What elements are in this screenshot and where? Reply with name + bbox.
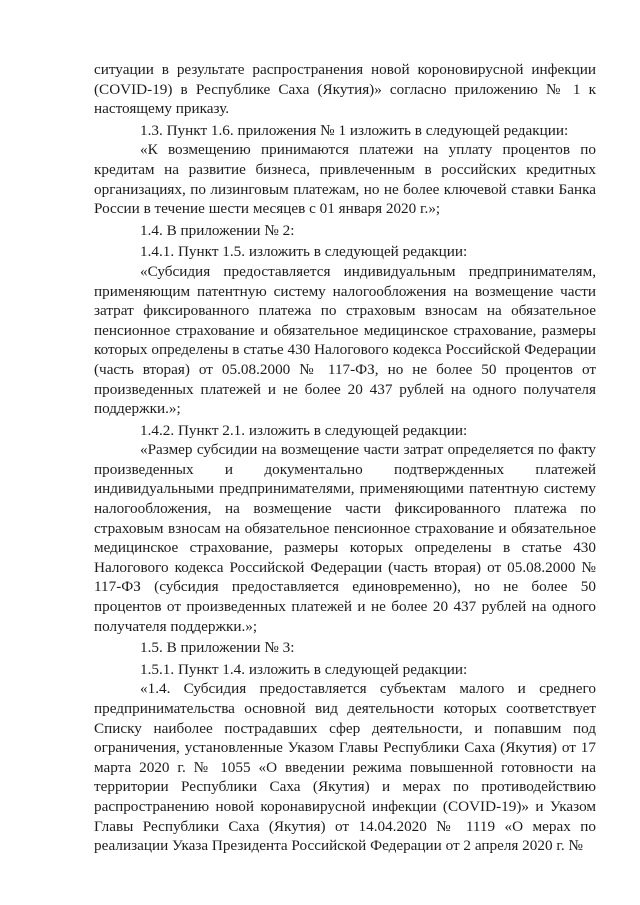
paragraph-quote-1-4: «1.4. Субсидия предоставляется субъектам малого и среднего предпринимательства основной вид деятельности которых соответствует Списку наиболее пострадавших сфер деятельности, и попавшим под ограничения, установленные Указом Главы Республики Саха (Якутия) от 17 марта 2020 г. № 1055 «О введении режима повышенной готовности на территории Республики Саха (Якутия) и мерах по противодействию распространению новой коронавирусной инфекции (COVID-19)» и Указом Главы Республики Саха (Якутия) от 14.04.2020 № 1119 «О мерах по реализации Указа Президента Российской Федерации от 2 апреля 2020 г. № — [94, 680, 596, 855]
document-page — [94, 60, 596, 856]
paragraph-item-1-4: 1.4. В приложении № 2: — [140, 221, 295, 239]
paragraph-item-1-5: 1.5. В приложении № 3: — [140, 639, 295, 657]
paragraph-item-1-4-2: 1.4.2. Пункт 2.1. изложить в следующей редакции: — [140, 421, 468, 439]
paragraph-item-1-3: 1.3. Пункт 1.6. приложения № 1 изложить в следующей редакции: — [140, 121, 569, 139]
paragraph-item-1-5-1: 1.5.1. Пункт 1.4. изложить в следующей редакции: — [140, 660, 468, 678]
paragraph-quote-1-6: «К возмещению принимаются платежи на уплату процентов по кредитам на развитие бизнеса, привлеченным в российских кредитных организациях, по лизинговым платежам, но не более ключевой ставки Банка России в течение шести месяцев с 01 января 2020 г.»; — [94, 141, 596, 218]
paragraph-quote-2-1: «Размер субсидии на возмещение части затрат определяется по факту произведенных и документально подтвержденных платежей индивидуальными предпринимателями, применяющими патентную систему налогообложения, на возмещение части фиксированного платежа по страховым взносам на обязательное пенсионное страхование и обязательное медицинское страхование, размеры которых определены в статье 430 Налогового кодекса Российской Федерации (часть вторая) от 05.08.2000 № 117-ФЗ (субсидия предоставляется единовременно), но не более 50 процентов от произведенных платежей и не более 20 437 рублей на одного получателя поддержки.»; — [94, 441, 596, 635]
paragraph-item-1-4-1: 1.4.1. Пункт 1.5. изложить в следующей редакции: — [140, 243, 468, 261]
paragraph-continuation: ситуации в результате распространения новой короновирусной инфекции (COVID-19) в Республике Саха (Якутия)» согласно приложению № 1 к настоящему приказу. — [94, 61, 596, 118]
paragraph-quote-1-5: «Субсидия предоставляется индивидуальным предпринимателям, применяющим патентную систему налогообложения на возмещение части затрат фиксированного платежа по страховым взносам на обязательное пенсионное страхование и обязательное медицинское страхование, размеры которых определены в статье 430 Налогового кодекса Российской Федерации (часть вторая) от 05.08.2000 № 117-ФЗ, но не более 50 процентов от произведенных платежей и не более 20 437 рублей на одного получателя поддержки.»; — [94, 262, 596, 418]
